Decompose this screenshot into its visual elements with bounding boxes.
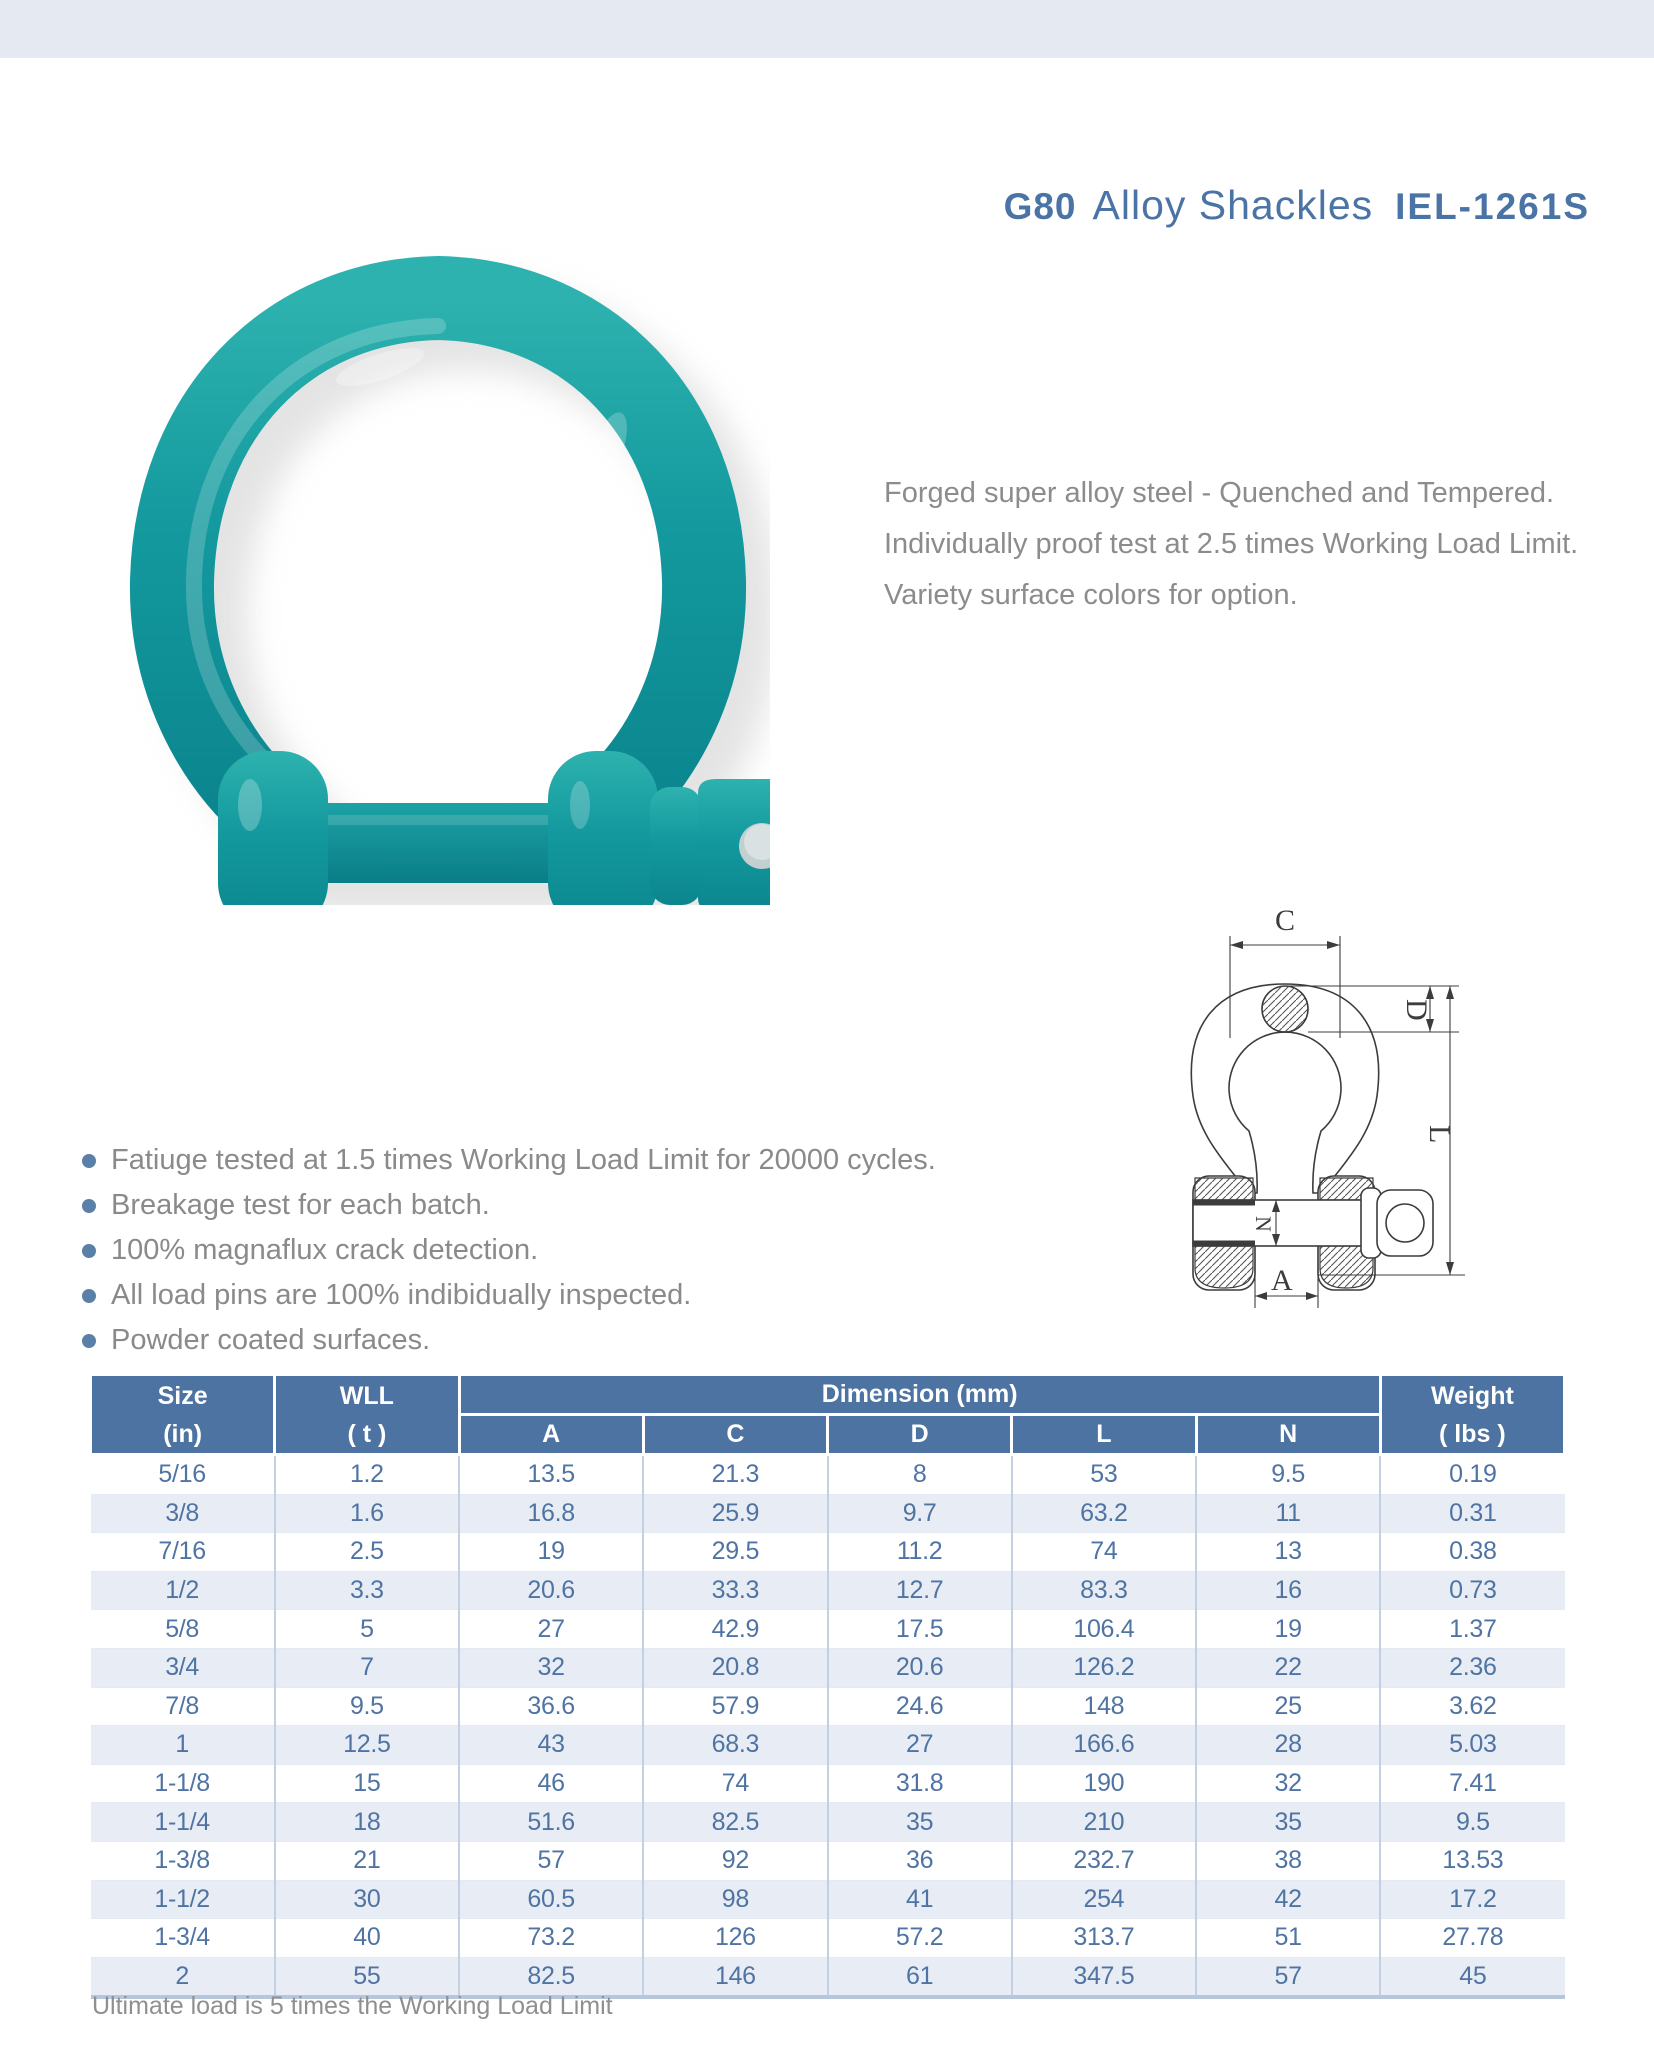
table-cell: 1-1/2 [91,1880,275,1919]
bullet-icon [82,1154,96,1168]
table-cell: 32 [459,1648,643,1687]
table-cell: 53 [1012,1455,1196,1495]
col-header-l: L [1012,1415,1196,1455]
table-cell: 19 [459,1533,643,1572]
table-cell: 22 [1196,1648,1380,1687]
dim-label-c: C [1275,904,1296,937]
table-cell: 15 [275,1764,459,1803]
feature-item [82,1228,936,1273]
table-cell: 32 [1196,1764,1380,1803]
table-cell: 20.6 [459,1571,643,1610]
feature-item [82,1318,936,1363]
table-cell: 20.6 [828,1648,1012,1687]
table-cell: 55 [275,1957,459,1997]
col-header-a: A [459,1415,643,1455]
table-cell: 11.2 [828,1533,1012,1572]
table-cell: 82.5 [459,1957,643,1997]
table-row [91,1919,1565,1958]
table-cell: 13 [1196,1533,1380,1572]
table-row [91,1803,1565,1842]
table-cell: 1-1/4 [91,1803,275,1842]
table-cell: 9.5 [1196,1455,1380,1495]
spec-table-body [91,1455,1565,1998]
table-cell: 57 [459,1841,643,1880]
table-cell: 3.62 [1380,1687,1564,1726]
feature-text: Breakage test for each batch. [111,1189,490,1221]
page-top-band [0,0,1654,58]
table-cell: 19 [1196,1610,1380,1649]
table-cell: 74 [643,1764,827,1803]
table-row [91,1841,1565,1880]
table-cell: 1.2 [275,1455,459,1495]
table-cell: 2.5 [275,1533,459,1572]
table-cell: 36.6 [459,1687,643,1726]
table-cell: 68.3 [643,1726,827,1765]
table-cell: 73.2 [459,1919,643,1958]
dim-label-l: L [1423,1125,1456,1144]
table-cell: 5/8 [91,1610,275,1649]
table-cell: 1/2 [91,1571,275,1610]
table-cell: 3/8 [91,1494,275,1533]
product-description [884,468,1578,621]
table-cell: 9.5 [275,1687,459,1726]
table-row [91,1880,1565,1919]
table-cell: 5 [275,1610,459,1649]
pin-collar [650,787,702,905]
table-row [91,1648,1565,1687]
col-header-n: N [1196,1415,1380,1455]
table-cell: 82.5 [643,1803,827,1842]
table-cell: 106.4 [1012,1610,1196,1649]
table-cell: 0.38 [1380,1533,1564,1572]
table-row [91,1764,1565,1803]
table-cell: 42.9 [643,1610,827,1649]
table-row [91,1610,1565,1649]
table-cell: 31.8 [828,1764,1012,1803]
bullet-icon [82,1244,96,1258]
spec-table [89,1373,1566,1999]
table-cell: 232.7 [1012,1841,1196,1880]
table-cell: 13.5 [459,1455,643,1495]
title-model-code: IEL-1261S [1395,186,1590,227]
table-cell: 1.6 [275,1494,459,1533]
drawing-pin [1193,1200,1378,1246]
bullet-icon [82,1334,96,1348]
table-cell: 210 [1012,1803,1196,1842]
bullet-icon [82,1199,96,1213]
table-cell: 17.2 [1380,1880,1564,1919]
table-cell: 21.3 [643,1455,827,1495]
feature-text: Powder coated surfaces. [111,1324,431,1356]
table-cell: 3.3 [275,1571,459,1610]
table-cell: 98 [643,1880,827,1919]
table-cell: 83.3 [1012,1571,1196,1610]
page-title [1004,182,1590,229]
col-header-dimension: Dimension (mm) [459,1375,1380,1415]
dimension-drawing [1163,888,1523,1338]
table-cell: 60.5 [459,1880,643,1919]
table-cell: 1-1/8 [91,1764,275,1803]
table-cell: 20.8 [643,1648,827,1687]
table-cell: 27.78 [1380,1919,1564,1958]
feature-item [82,1138,936,1183]
table-cell: 146 [643,1957,827,1997]
table-cell: 254 [1012,1880,1196,1919]
table-cell: 27 [459,1610,643,1649]
table-row [91,1726,1565,1765]
table-cell: 17.5 [828,1610,1012,1649]
table-row [91,1533,1565,1572]
table-cell: 30 [275,1880,459,1919]
table-cell: 36 [828,1841,1012,1880]
feature-text: 100% magnaflux crack detection. [111,1234,539,1266]
table-cell: 13.53 [1380,1841,1564,1880]
col-header-size: Size (in) [91,1375,275,1455]
table-cell: 28 [1196,1726,1380,1765]
table-cell: 7/16 [91,1533,275,1572]
table-cell: 12.7 [828,1571,1012,1610]
table-cell: 74 [1012,1533,1196,1572]
table-cell: 7 [275,1648,459,1687]
table-cell: 11 [1196,1494,1380,1533]
table-cell: 16.8 [459,1494,643,1533]
table-cell: 51 [1196,1919,1380,1958]
table-cell: 45 [1380,1957,1564,1997]
feature-item [82,1183,936,1228]
table-cell: 190 [1012,1764,1196,1803]
description-line: Forged super alloy steel - Quenched and Tempered. [884,477,1555,509]
shackle-right-ear [548,751,658,905]
table-cell: 166.6 [1012,1726,1196,1765]
table-cell: 148 [1012,1687,1196,1726]
bullet-icon [82,1289,96,1303]
table-cell: 1-3/8 [91,1841,275,1880]
table-cell: 25.9 [643,1494,827,1533]
table-cell: 92 [643,1841,827,1880]
table-cell: 1 [91,1726,275,1765]
table-cell: 5.03 [1380,1726,1564,1765]
table-cell: 21 [275,1841,459,1880]
table-cell: 0.73 [1380,1571,1564,1610]
table-cell: 1.37 [1380,1610,1564,1649]
table-cell: 61 [828,1957,1012,1997]
table-cell: 46 [459,1764,643,1803]
footnote: Ultimate load is 5 times the Working Load Limit [92,1992,613,2020]
drawing-bow-section [1262,986,1308,1032]
table-cell: 8 [828,1455,1012,1495]
table-cell: 24.6 [828,1687,1012,1726]
dim-label-a: A [1271,1264,1293,1297]
table-cell: 2.36 [1380,1648,1564,1687]
product-photo-shackle [50,115,770,905]
table-cell: 35 [828,1803,1012,1842]
table-cell: 126.2 [1012,1648,1196,1687]
table-cell: 7.41 [1380,1764,1564,1803]
title-grade: G80 [1003,186,1077,227]
spec-table-header [91,1375,1565,1455]
table-cell: 57 [1196,1957,1380,1997]
table-row [91,1571,1565,1610]
table-cell: 347.5 [1012,1957,1196,1997]
feature-text: All load pins are 100% indibidually inspected. [111,1279,692,1311]
table-cell: 25 [1196,1687,1380,1726]
table-cell: 51.6 [459,1803,643,1842]
table-cell: 43 [459,1726,643,1765]
table-row [91,1687,1565,1726]
feature-list [82,1138,936,1363]
table-cell: 9.7 [828,1494,1012,1533]
description-line: Variety surface colors for option. [884,579,1298,611]
table-row [91,1494,1565,1533]
table-cell: 42 [1196,1880,1380,1919]
table-cell: 63.2 [1012,1494,1196,1533]
table-cell: 12.5 [275,1726,459,1765]
dim-label-d: D [1400,999,1433,1021]
col-header-wll: WLL ( t ) [275,1375,459,1455]
table-cell: 41 [828,1880,1012,1919]
table-cell: 7/8 [91,1687,275,1726]
table-cell: 9.5 [1380,1803,1564,1842]
description-line: Individually proof test at 2.5 times Working Load Limit. [884,528,1579,560]
table-cell: 3/4 [91,1648,275,1687]
dim-label-n: N [1251,1216,1276,1232]
table-cell: 0.19 [1380,1455,1564,1495]
table-cell: 313.7 [1012,1919,1196,1958]
title-product: Alloy Shackles [1092,182,1374,228]
table-cell: 0.31 [1380,1494,1564,1533]
table-cell: 2 [91,1957,275,1997]
table-cell: 16 [1196,1571,1380,1610]
table-cell: 126 [643,1919,827,1958]
table-cell: 29.5 [643,1533,827,1572]
feature-text: Fatiuge tested at 1.5 times Working Load Limit for 20000 cycles. [111,1144,936,1176]
table-cell: 57.2 [828,1919,1012,1958]
table-cell: 18 [275,1803,459,1842]
table-cell: 40 [275,1919,459,1958]
table-cell: 1-3/4 [91,1919,275,1958]
col-header-weight: Weight ( lbs ) [1380,1375,1564,1455]
col-header-c: C [643,1415,827,1455]
feature-item [82,1273,936,1318]
table-cell: 5/16 [91,1455,275,1495]
table-row [91,1455,1565,1495]
table-cell: 38 [1196,1841,1380,1880]
shackle-left-ear [218,751,328,905]
table-cell: 33.3 [643,1571,827,1610]
col-header-d: D [828,1415,1012,1455]
table-cell: 57.9 [643,1687,827,1726]
table-cell: 27 [828,1726,1012,1765]
table-cell: 35 [1196,1803,1380,1842]
